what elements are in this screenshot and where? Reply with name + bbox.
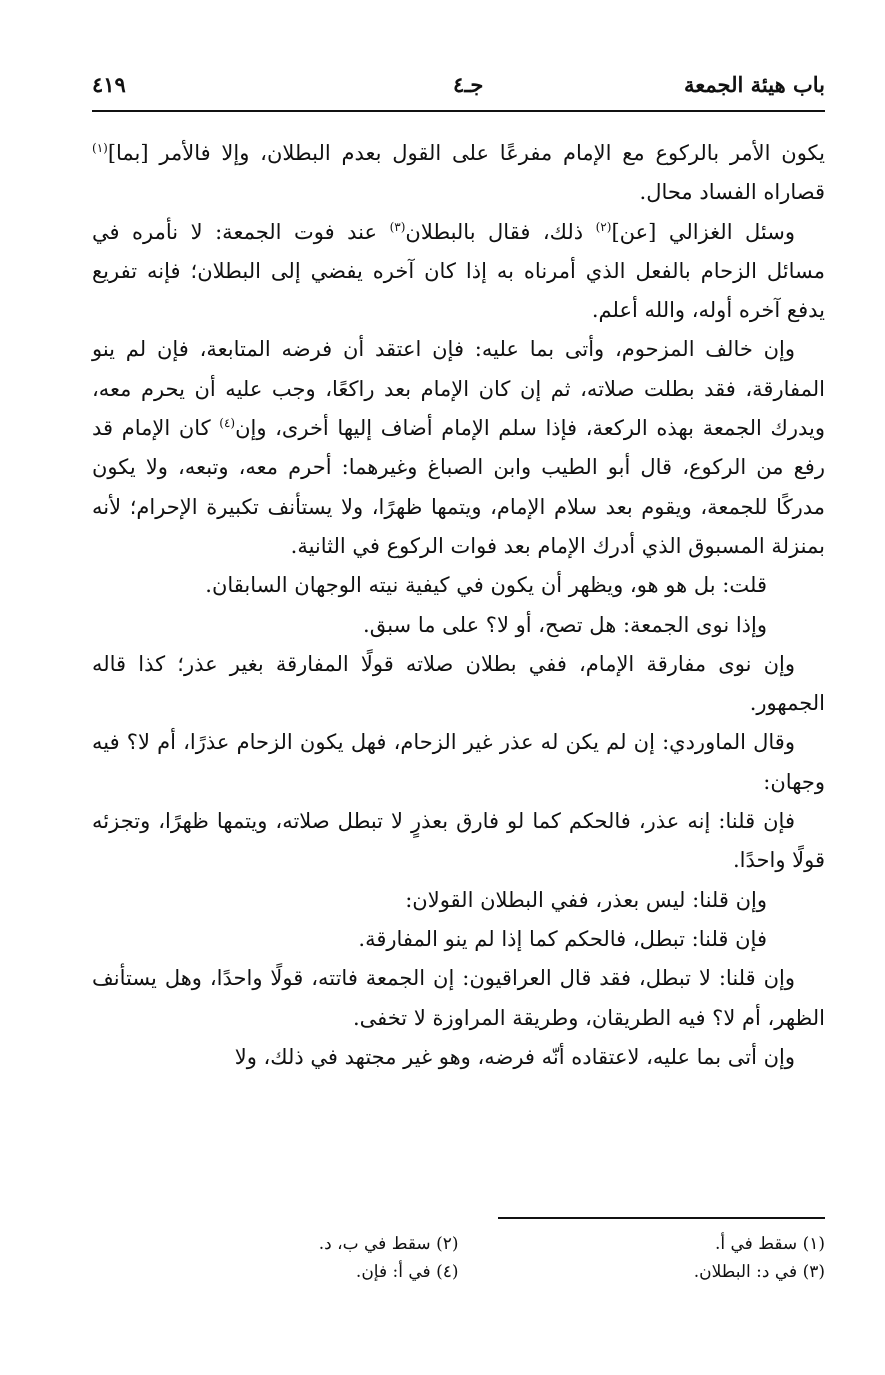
footnotes <box>92 1230 825 1286</box>
page-number: ٤١٩ <box>92 72 126 97</box>
paragraph-12: وإن أتى بما عليه، لاعتقاده أنّه فرضه، وهو غير مجتهد في ذلك، ولا <box>234 1044 795 1069</box>
footnote-ref: (٢) <box>595 219 612 234</box>
chapter-title: باب هيئة الجمعة <box>684 72 825 97</box>
volume-label: جـ٤ <box>453 72 484 97</box>
footnote-rule <box>498 1217 825 1219</box>
header-rule <box>92 110 825 112</box>
footnote-row <box>92 1230 825 1258</box>
footnote-2: (٢) سقط في ب، د. <box>318 1234 459 1254</box>
footnote-4: (٤) في أ: فإن. <box>355 1262 459 1282</box>
paragraph-8: فإن قلنا: إنه عذر، فالحكم كما لو فارق بعذرٍ لا تبطل صلاته، ويتمها ظهرًا، وتجزئه قولًا واحدًا. <box>92 809 825 873</box>
footnote-row <box>92 1258 825 1286</box>
paragraph-1: يكون الأمر بالركوع مع الإمام مفرعًا على القول بعدم البطلان، وإلا فالأمر [بما]$^{(١)}$ قصاراه الفساد محال. <box>92 141 825 205</box>
footnote-ref: (٤) <box>219 416 236 431</box>
paragraph-11: وإن قلنا: لا تبطل، فقد قال العراقيون: إن الجمعة فاتته، قولًا واحدًا، وهل يستأنف الظهر، أم لا؟ فيه الطريقان، وطريقة المراوزة لا تخفى. <box>92 966 825 1030</box>
paragraph-5: وإذا نوى الجمعة: هل تصح، أو لا؟ على ما سبق. <box>363 612 767 637</box>
main-text <box>92 134 825 1077</box>
footnote-ref: (١) <box>92 141 108 155</box>
paragraph-7: وقال الماوردي: إن لم يكن له عذر غير الزحام، فهل يكون الزحام عذرًا، أم لا؟ فيه وجهان: <box>92 730 825 794</box>
footnote-3: (٣) في د: البطلان. <box>693 1262 825 1282</box>
paragraph-4: قلت: بل هو هو، ويظهر أن يكون في كيفية نيته الوجهان السابقان. <box>205 573 767 598</box>
paragraph-6: وإن نوى مفارقة الإمام، ففي بطلان صلاته قولًا المفارقة بغير عذر؛ كذا قاله الجمهور. <box>92 651 825 716</box>
footnote-1: (١) سقط في أ. <box>714 1234 825 1254</box>
footnote-ref: (٣) <box>389 219 406 234</box>
paragraph-9: وإن قلنا: ليس بعذر، ففي البطلان القولان: <box>405 887 767 912</box>
paragraph-10: فإن قلنا: تبطل، فالحكم كما إذا لم ينو المفارقة. <box>358 926 767 951</box>
paragraph-2: وسئل الغزالي [عن]$^{(٢)}$ ذلك، فقال بالبطلان$^{(٣)}$ عند فوت الجمعة: لا نأمره في مسائل الزحام بالفعل الذي أمرناه به إذا كان آخره يفضي إلى البطلان؛ فإنه تفريع يدفع آخره أوله، والله أعلم. <box>92 219 825 323</box>
running-header <box>92 68 825 102</box>
paragraph-3: وإن خالف المزحوم، وأتى بما عليه: فإن اعتقد أن فرضه المتابعة، فإن لم ينو المفارقة، فقد بطلت صلاته، ثم إن كان الإمام بعد راكعًا، وجب عليه أن يحرم معه، ويدرك الجمعة بهذه الركعة، فإذا سلم الإمام أضاف إليها أخرى، وإن$^{(٤)}$ كان الإمام قد رفع من الركوع، قال أبو الطيب وابن الصباغ وغيرهما: أحرم معه، وتبعه، ولا يكون مدركًا للجمعة، ويقوم بعد سلام الإمام، ويتمها ظهرًا، ولا يستأنف تكبيرة الإحرام؛ لأنه بمنزلة المسبوق الذي أدرك الإمام بعد فوات الركوع في الثانية. <box>92 337 825 558</box>
